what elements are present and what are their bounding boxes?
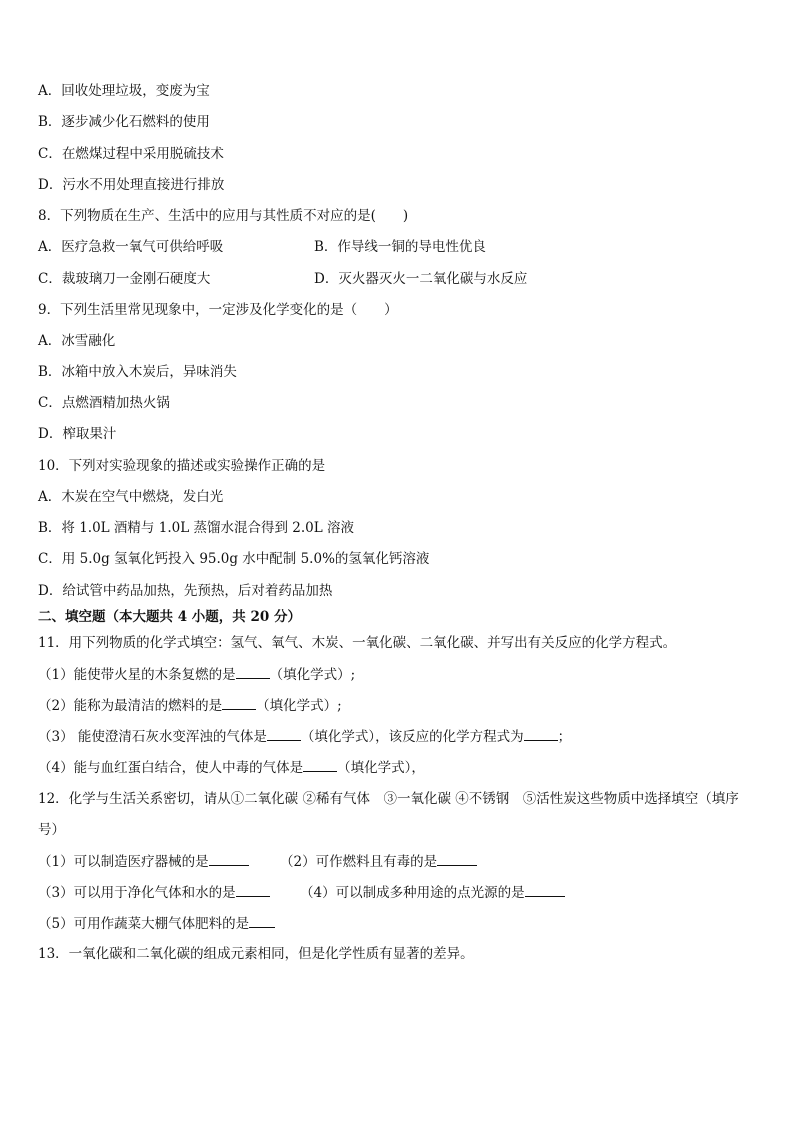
q11-sub1-suffix: （填化学式）; xyxy=(269,667,356,683)
q12-sub3-text: （3）可以用于净化气体和水的是 xyxy=(38,885,236,901)
q10-option-d: D．给试管中药品加热，先预热，后对着药品加热 xyxy=(38,583,333,599)
q7-option-b: B．逐步减少化石燃料的使用 xyxy=(38,114,210,130)
q11-sub2-blank[interactable] xyxy=(222,695,256,710)
q12-sub1 xyxy=(38,851,249,872)
q12-sub2 xyxy=(280,851,477,872)
q8-option-d: D．灭火器灭火一二氧化碳与水反应 xyxy=(314,271,528,287)
q12-sub3 xyxy=(38,882,270,903)
q7-option-c: C．在燃煤过程中采用脱硫技术 xyxy=(38,146,224,162)
q11-stem: 11．用下列物质的化学式填空：氢气、氧气、木炭、一氧化碳、二氧化碳、并写出有关反应的化学方程式。 xyxy=(38,635,677,651)
q11-sub1-text: （1）能使带火星的木条复燃的是 xyxy=(38,667,236,683)
q12-stem-line1: 12．化学与生活关系密切，请从①二氧化碳 ②稀有气体 ③一氧化碳 ④不锈钢 ⑤活性炭这些物质中选择填空（填序 xyxy=(38,791,739,807)
q12-sub2-text: （2）可作燃料且有毒的是 xyxy=(280,854,438,870)
q11-sub3-blank-formula[interactable] xyxy=(267,726,301,741)
q11-sub3-middle: （填化学式），该反应的化学方程式为 xyxy=(300,729,524,745)
q12-sub2-blank[interactable] xyxy=(437,851,477,866)
q10-option-c: C．用 5.0g 氢氧化钙投入 95.0g 水中配制 5.0%的氢氧化钙溶液 xyxy=(38,551,430,567)
q9-stem: 9．下列生活里常见现象中，一定涉及化学变化的是（ ） xyxy=(38,302,398,318)
q10-option-b: B．将 1.0L 酒精与 1.0L 蒸馏水混合得到 2.0L 溶液 xyxy=(38,520,354,536)
q9-option-a: A．冰雪融化 xyxy=(38,333,116,349)
q11-sub3-text: （3） 能使澄清石灰水变浑浊的气体是 xyxy=(38,729,267,745)
q12-sub4-blank[interactable] xyxy=(525,882,565,897)
q12-sub5-text: （5）可用作蔬菜大棚气体肥料的是 xyxy=(38,916,250,932)
q7-option-a: A．回收处理垃圾，变废为宝 xyxy=(38,83,210,99)
q8-stem: 8．下列物质在生产、生活中的应用与其性质不对应的是( ) xyxy=(38,208,409,224)
q12-sub1-text: （1）可以制造医疗器械的是 xyxy=(38,854,209,870)
q12-sub4 xyxy=(300,882,565,903)
q8-option-b: B．作导线一铜的导电性优良 xyxy=(314,239,486,255)
q9-option-c: C．点燃酒精加热火锅 xyxy=(38,395,170,411)
q11-sub4-blank[interactable] xyxy=(303,757,337,772)
q11-sub1 xyxy=(38,664,355,685)
q11-sub3-blank-equation[interactable] xyxy=(524,726,558,741)
q11-sub4-suffix: （填化学式）， xyxy=(337,760,425,776)
q12-sub1-blank[interactable] xyxy=(209,851,249,866)
q10-option-a: A．木炭在空气中燃烧，发白光 xyxy=(38,489,224,505)
section-heading-fill-in: 二、填空题（本大题共 4 小题，共 20 分） xyxy=(38,609,301,625)
q11-sub3-suffix: ； xyxy=(557,729,572,745)
q13-stem: 13．一氧化碳和二氧化碳的组成元素相同，但是化学性质有显著的差异。 xyxy=(38,946,474,962)
q9-option-d: D．榨取果汁 xyxy=(38,426,117,442)
q12-sub4-text: （4）可以制成多种用途的点光源的是 xyxy=(300,885,525,901)
q11-sub4 xyxy=(38,757,425,778)
q10-stem: 10．下列对实验现象的描述或实验操作正确的是 xyxy=(38,458,326,474)
q11-sub2 xyxy=(38,695,342,716)
q11-sub2-text: （2）能称为最清洁的燃料的是 xyxy=(38,698,223,714)
q11-sub4-text: （4）能与血红蛋白结合，使人中毒的气体是 xyxy=(38,760,304,776)
q8-option-c: C．裁玻璃刀一金刚石硬度大 xyxy=(38,271,211,287)
q11-sub2-suffix: （填化学式）; xyxy=(256,698,342,714)
q12-sub3-blank[interactable] xyxy=(236,882,270,897)
q8-option-a: A．医疗急救一氧气可供给呼吸 xyxy=(38,239,224,255)
q12-sub5 xyxy=(38,913,275,934)
q11-sub1-blank[interactable] xyxy=(236,664,270,679)
q11-sub3 xyxy=(38,726,571,747)
q9-option-b: B．冰箱中放入木炭后，异味消失 xyxy=(38,364,237,380)
q12-stem-line2: 号） xyxy=(38,822,65,838)
q7-option-d: D．污水不用处理直接进行排放 xyxy=(38,177,225,193)
q12-sub5-blank[interactable] xyxy=(249,913,275,928)
